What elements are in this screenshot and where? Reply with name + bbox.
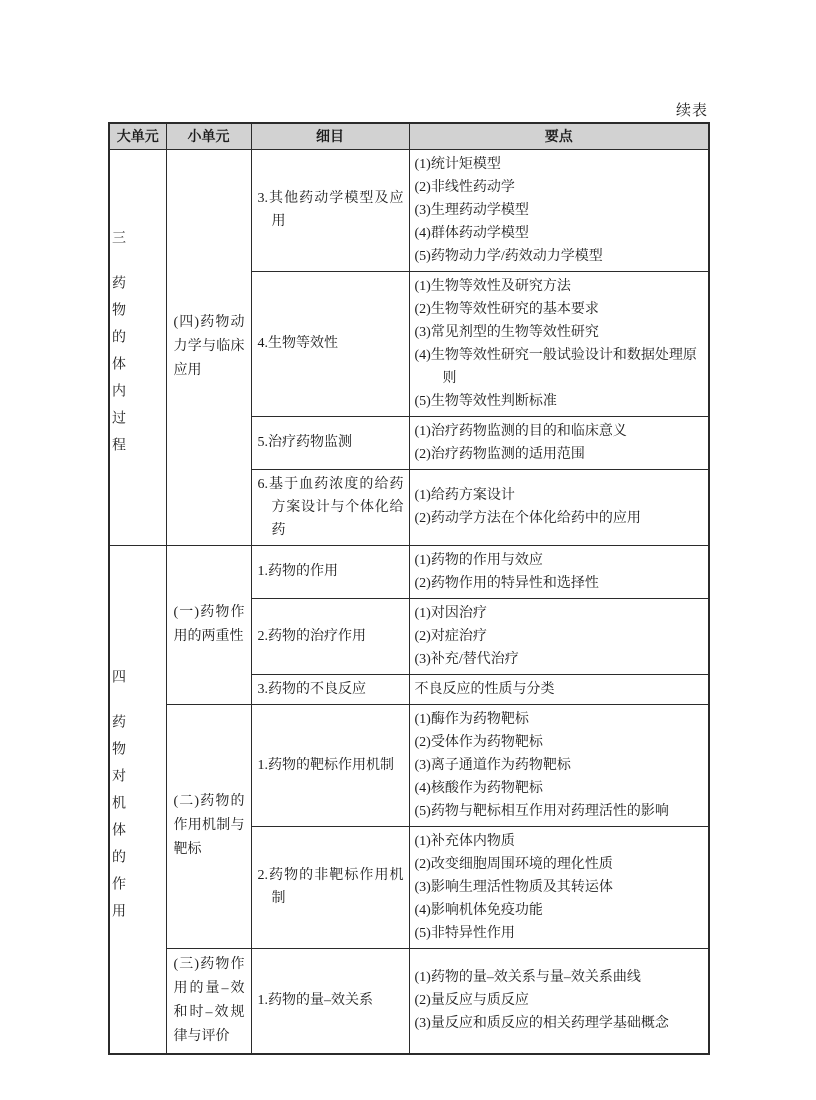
unit-name: 药物的体内过程 [110,275,125,464]
column-header-key-points: 要点 [409,123,709,149]
point-line: (1)药物的量–效关系与量–效关系曲线 [414,970,641,985]
item-label: 1.药物的作用 [257,564,338,579]
item-cell [251,948,409,1054]
point-line: (2)对症治疗 [414,628,487,644]
point-line: (4)影响机体免疫功能 [414,902,543,918]
point-line: 不良反应的性质与分类 [414,681,555,697]
point-line: (1)给药方案设计 [414,488,515,503]
points-cell [409,149,709,271]
point-line: (3)生理药动学模型 [414,202,529,218]
point-line: (3)常见剂型的生物等效性研究 [414,324,599,340]
point-line: (2)药物作用的特异性和选择性 [414,575,599,591]
point-line: (2)量反应与质反应 [414,993,529,1008]
subunit-cell [166,545,251,704]
point-line: (2)受体作为药物靶标 [414,734,543,750]
item-cell [251,826,409,948]
point-line: (2)生物等效性研究的基本要求 [414,301,599,317]
subunit-label: (四)药物动力学与临床应用 [173,315,245,378]
point-line: (2)治疗药物监测的适用范围 [414,446,585,462]
continued-table-label: 续表 [675,103,708,119]
points-cell [409,469,709,545]
point-line: (4)群体药动学模型 [414,225,529,241]
point-line: (2)药动学方法在个体化给药中的应用 [414,511,641,526]
item-label: 1.药物的靶标作用机制 [257,757,394,773]
point-line: (2)改变细胞周围环境的理化性质 [414,856,613,872]
subunit-label: (二)药物的作用机制与靶标 [173,794,245,857]
table-row [109,704,709,826]
points-cell [409,948,709,1054]
item-label: 2.药物的非靶标作用机制 [257,868,404,906]
item-cell [251,271,409,416]
point-line: (5)药物动力学/药效动力学模型 [414,248,603,264]
unit-number: 三 [110,230,125,257]
table-row [109,149,709,271]
column-header-minor-unit: 小单元 [166,123,251,149]
point-line: (1)药物的作用与效应 [414,552,543,568]
point-line: (1)治疗药物监测的目的和临床意义 [414,423,627,439]
item-label: 1.药物的量–效关系 [257,993,373,1008]
table-row [109,948,709,1054]
item-label: 5.治疗药物监测 [257,435,352,450]
item-cell [251,469,409,545]
unit-cell [109,149,166,545]
subunit-cell [166,948,251,1054]
point-line: (1)对因治疗 [414,605,487,621]
unit-cell [109,545,166,1054]
item-cell [251,598,409,674]
point-line: (4)核酸作为药物靶标 [414,780,543,796]
header-row [109,123,709,149]
item-cell [251,149,409,271]
point-line: (5)生物等效性判断标准 [414,393,557,409]
unit-name: 药物对机体的作用 [110,713,125,930]
point-line: (3)补充/替代治疗 [414,651,519,667]
item-label: 3.其他药动学模型及应用 [257,191,404,229]
point-line: (1)生物等效性及研究方法 [414,278,571,294]
points-cell [409,598,709,674]
points-cell [409,826,709,948]
subunit-cell [166,149,251,545]
points-cell [409,704,709,826]
item-label: 3.药物的不良反应 [257,681,366,697]
column-header-major-unit: 大单元 [109,123,166,149]
item-cell [251,545,409,598]
points-cell [409,271,709,416]
item-cell [251,704,409,826]
column-header-detail: 细目 [251,123,409,149]
point-line: (5)药物与靶标相互作用对药理活性的影响 [414,803,669,819]
point-line: (3)影响生理活性物质及其转运体 [414,879,613,895]
point-line: (5)非特异性作用 [414,925,515,941]
table-row [109,545,709,598]
points-cell [409,545,709,598]
item-label: 4.生物等效性 [257,336,338,351]
point-line: (1)统计矩模型 [414,156,501,172]
item-cell [251,416,409,469]
point-line: (3)离子通道作为药物靶标 [414,757,571,773]
item-label: 2.药物的治疗作用 [257,628,366,644]
subunit-label: (三)药物作用的量–效和时–效规律与评价 [173,956,245,1044]
item-cell [251,674,409,704]
point-line: (1)酶作为药物靶标 [414,711,529,727]
point-line: (4)生物等效性研究一般试验设计和数据处理原则 [414,347,697,386]
subunit-label: (一)药物作用的两重性 [173,604,245,644]
points-cell [409,674,709,704]
unit-number: 四 [110,668,125,696]
point-line: (3)量反应和质反应的相关药理学基础概念 [414,1016,669,1031]
syllabus-table [108,122,710,1055]
subunit-cell [166,704,251,948]
point-line: (1)补充体内物质 [414,833,515,849]
point-line: (2)非线性药动学 [414,179,515,195]
points-cell [409,416,709,469]
item-label: 6.基于血药浓度的给药方案设计与个体化给药 [257,476,404,538]
